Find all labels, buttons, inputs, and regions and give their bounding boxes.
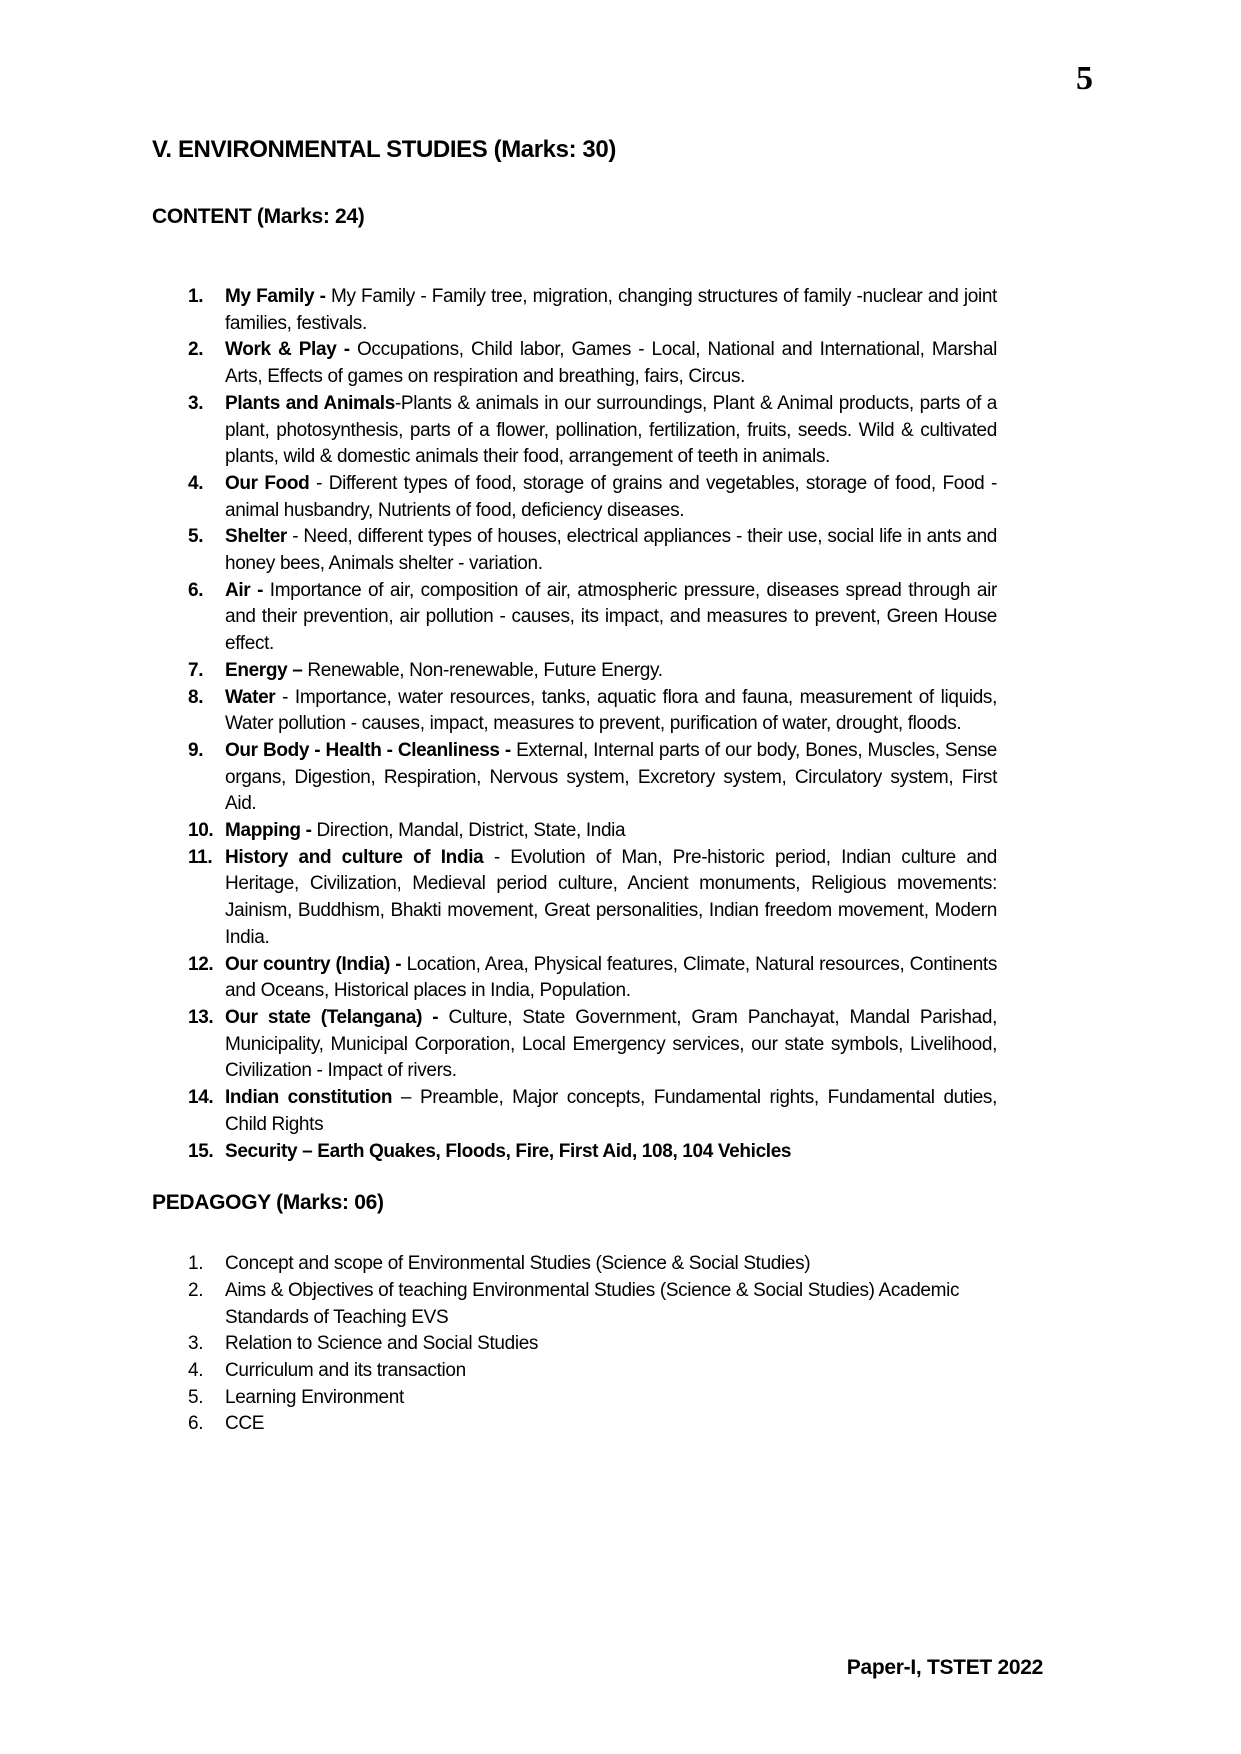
item-lead: Air -: [225, 579, 270, 601]
content-item: [188, 845, 997, 952]
item-text: Occupations, Child labor, Games - Local, National and International, Marshal Arts, Effects of games on respiration and breathing, fairs, Circus.: [225, 339, 997, 388]
item-text: -Plants & animals in our surroundings, Plant & Animal products, parts of a plant, photosynthesis, parts of a flower, pollination, fertilization, fruits, seeds. Wild & cultivated plants, wild & domestic animals their food, arrangement of teeth in animals.: [225, 392, 997, 468]
content-item: [188, 685, 997, 738]
content-item: [188, 1085, 997, 1138]
item-text: - Need, different types of houses, electrical appliances - their use, social life in ants and honey bees, Animals shelter - variation.: [225, 526, 997, 575]
item-number: 15.: [188, 1140, 214, 1162]
pedagogy-item: [188, 1251, 997, 1278]
item-number: 4.: [188, 1360, 204, 1382]
item-text: Curriculum and its transaction: [225, 1360, 466, 1382]
item-text: External, Internal parts of our body, Bones, Muscles, Sense organs, Digestion, Respiration, Nervous system, Excretory system, Circulatory system, First Aid.: [225, 739, 997, 815]
item-text: Learning Environment: [225, 1386, 404, 1408]
pedagogy-item: [188, 1358, 997, 1385]
content-item: [188, 391, 997, 471]
content-item: [188, 1005, 997, 1085]
item-text: - Different types of food, storage of grains and vegetables, storage of food, Food - animal husbandry, Nutrients of food, deficiency diseases.: [225, 472, 998, 521]
item-number: 3.: [188, 1333, 204, 1355]
footer-text: Paper-I, TSTET 2022: [846, 1656, 1043, 1679]
item-lead: Energy –: [225, 659, 308, 681]
item-number: 1.: [188, 1253, 204, 1275]
item-lead: Our state (Telangana) -: [225, 1006, 449, 1028]
item-lead: Mapping -: [225, 820, 317, 842]
content-item: [188, 471, 997, 524]
item-lead: Indian constitution: [225, 1087, 393, 1109]
item-lead: Our country (India) -: [225, 953, 407, 975]
item-number: 5.: [188, 1386, 204, 1408]
item-text: Location, Area, Physical features, Climate, Natural resources, Continents and Oceans, Historical places in India, Population.: [225, 953, 997, 1002]
item-text: My Family - Family tree, migration, changing structures of family -nuclear and joint families, festivals.: [225, 286, 997, 334]
content-item: [188, 658, 997, 685]
item-number: 12.: [188, 953, 214, 975]
item-text: Concept and scope of Environmental Studies (Science & Social Studies): [225, 1253, 811, 1275]
item-number: 3.: [188, 392, 204, 414]
pedagogy-item: [188, 1411, 997, 1438]
item-number: 11.: [188, 846, 213, 868]
item-lead: My Family -: [225, 286, 332, 307]
pedagogy-heading: PEDAGOGY (Marks: 06): [152, 1191, 384, 1215]
page-number: 5: [1076, 60, 1093, 97]
content-item: [188, 578, 997, 658]
item-text: Relation to Science and Social Studies: [225, 1333, 539, 1355]
item-number: 9.: [188, 739, 204, 761]
item-number: 5.: [188, 526, 204, 548]
pedagogy-item: [188, 1385, 997, 1412]
pedagogy-item: [188, 1278, 997, 1331]
content-item: [188, 284, 997, 337]
item-text: - Evolution of Man, Pre-historic period, Indian culture and Heritage, Civilization, Medieval period culture, Ancient monuments, Religious movements: Jainism, Buddhism, Bhakti movement, Great personalities, Indian freedom movement, Modern India.: [225, 846, 997, 948]
item-text: – Preamble, Major concepts, Fundamental rights, Fundamental duties, Child Rights: [225, 1087, 997, 1135]
item-number: 7.: [188, 659, 204, 681]
item-number: 10.: [188, 820, 214, 842]
item-text: Culture, State Government, Gram Panchayat, Mandal Parishad, Municipality, Municipal Corporation, Local Emergency services, our state symbols, Livelihood, Civilization - Impact of rivers.: [225, 1006, 997, 1082]
pedagogy-item: [188, 1331, 997, 1358]
item-number: 1.: [188, 286, 204, 307]
document-body: [152, 136, 997, 1438]
item-text: - Importance, water resources, tanks, aquatic flora and fauna, measurement of liquids, Water pollution - causes, impact, measures to prevent, purification of water, drought, floods.: [225, 686, 997, 735]
item-text: Renewable, Non-renewable, Future Energy.: [307, 659, 663, 681]
item-number: 2.: [188, 339, 204, 361]
pedagogy-list: [188, 1251, 997, 1438]
content-item: [188, 337, 997, 390]
content-item: [188, 524, 997, 577]
content-item: [188, 1139, 997, 1166]
content-heading: CONTENT (Marks: 24): [152, 205, 365, 228]
item-number: 6.: [188, 579, 204, 601]
content-item: [188, 818, 997, 845]
item-lead: Security – Earth Quakes, Floods, Fire, First Aid, 108, 104 Vehicles: [225, 1140, 792, 1162]
item-lead: Shelter: [225, 526, 287, 548]
item-number: 14.: [188, 1087, 214, 1109]
item-number: 4.: [188, 472, 204, 494]
item-number: 8.: [188, 686, 204, 708]
section-title: V. ENVIRONMENTAL STUDIES (Marks: 30): [152, 136, 616, 163]
content-item: [188, 952, 997, 1005]
content-list: [188, 284, 997, 1165]
item-number: 13.: [188, 1006, 214, 1028]
item-text: Importance of air, composition of air, atmospheric pressure, diseases spread through air and their prevention, air pollution - causes, its impact, and measures to prevent, Green House effect.: [225, 579, 997, 655]
item-lead: Our Body - Health - Cleanliness -: [225, 739, 517, 761]
item-lead: Water: [225, 686, 276, 708]
item-lead: Plants and Animals: [225, 392, 395, 414]
item-lead: Our Food: [225, 472, 310, 494]
item-lead: History and culture of India: [225, 846, 484, 868]
item-text: CCE: [225, 1413, 265, 1435]
item-lead: Work & Play -: [225, 339, 357, 361]
item-number: 6.: [188, 1413, 204, 1435]
content-item: [188, 738, 997, 818]
item-text: Aims & Objectives of teaching Environmental Studies (Science & Social Studies) Academic Standards of Teaching EVS: [225, 1279, 960, 1328]
item-text: Direction, Mandal, District, State, India: [316, 820, 626, 842]
item-number: 2.: [188, 1279, 204, 1301]
